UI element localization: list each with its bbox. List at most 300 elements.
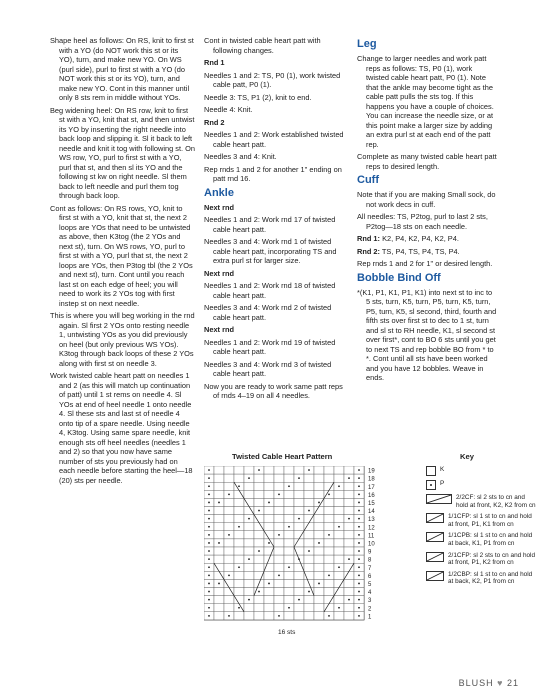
chart-cell — [324, 482, 334, 490]
row-number: 10 — [368, 541, 375, 548]
chart-cell — [284, 612, 294, 620]
purl-dot — [338, 566, 340, 568]
key-item — [426, 466, 536, 476]
chart-cell — [274, 588, 284, 596]
chart-cell — [334, 515, 344, 523]
chart-cell — [284, 547, 294, 555]
purl-dot — [328, 534, 330, 536]
chart-cell — [314, 547, 324, 555]
purl-dot — [218, 502, 220, 504]
round-resume-text: This is where you will beg working in the rnd again. Sl first 2 YOs onto resting needle 1, untwisting YOs as you did previously on heel (but only previous WS YOs). K3tog through back loops of these 2 YOs along with first st on needle 3. — [50, 311, 195, 368]
chart-cell — [334, 579, 344, 587]
chart-cell — [224, 474, 234, 482]
purl-dot — [308, 469, 310, 471]
purl-dot — [358, 583, 360, 585]
next2-b: Needles 3 and 4: Work rnd 2 of twisted cable heart patt. — [204, 303, 332, 322]
chart-cell — [334, 507, 344, 515]
heart-icon: ♥ — [497, 678, 504, 688]
row-number: 17 — [368, 484, 375, 491]
chart-cell — [254, 604, 264, 612]
chart-cell — [224, 563, 234, 571]
key-symbol-2-2cf — [426, 494, 452, 504]
chart-cell — [274, 604, 284, 612]
purl-dot — [318, 502, 320, 504]
purl-dot — [358, 518, 360, 520]
key-symbol-k — [426, 466, 436, 476]
chart-cell — [314, 604, 324, 612]
purl-dot — [228, 493, 230, 495]
chart-cell — [254, 523, 264, 531]
chart-cell — [334, 571, 344, 579]
purl-dot — [208, 574, 210, 576]
row-number: 7 — [368, 565, 372, 572]
bind-off-heading: Bobble Bind Off — [357, 271, 441, 284]
purl-dot — [358, 599, 360, 601]
chart-cell — [234, 466, 244, 474]
chart-cell — [214, 604, 224, 612]
chart-cell — [324, 579, 334, 587]
rnd2-b: Needles 3 and 4: Knit. — [204, 152, 277, 161]
purl-dot — [308, 510, 310, 512]
key-item — [426, 532, 536, 547]
chart-cell — [254, 515, 264, 523]
chart-cell — [334, 474, 344, 482]
chart-cell — [284, 498, 294, 506]
purl-dot — [358, 591, 360, 593]
chart-cell — [284, 555, 294, 563]
cuff-rnd2-label: Rnd 2: — [357, 246, 380, 256]
chart-cell — [324, 474, 334, 482]
purl-dot — [358, 485, 360, 487]
row-number: 8 — [368, 557, 372, 564]
purl-dot — [248, 558, 250, 560]
chart-cell — [234, 547, 244, 555]
chart-cell — [314, 555, 324, 563]
chart-cell — [294, 531, 304, 539]
chart-cell — [324, 555, 334, 563]
purl-dot — [208, 542, 210, 544]
chart-cell — [334, 555, 344, 563]
purl-dot — [348, 477, 350, 479]
chart-cell — [324, 539, 334, 547]
purl-dot — [338, 526, 340, 528]
chart-cell — [304, 531, 314, 539]
chart-cell — [224, 498, 234, 506]
chart-cell — [234, 571, 244, 579]
cuff-rnd2 — [357, 247, 497, 257]
chart-cell — [314, 596, 324, 604]
purl-dot — [278, 534, 280, 536]
chart-cell — [274, 579, 284, 587]
chart-cell — [274, 539, 284, 547]
chart-cell — [334, 539, 344, 547]
key-symbol-2-1cfp — [426, 552, 444, 562]
cuff-rep: Rep rnds 1 and 2 for 1" or desired length. — [357, 259, 493, 268]
chart-cell — [234, 612, 244, 620]
chart-cell — [304, 539, 314, 547]
chart-cell — [334, 498, 344, 506]
rnd1-label: Rnd 1 — [204, 58, 225, 67]
row-number: 11 — [368, 533, 375, 540]
chart-cell — [274, 466, 284, 474]
chart-cell — [294, 539, 304, 547]
purl-dot — [288, 485, 290, 487]
rep-text: Rep rnds 1 and 2 for another 1" ending on patt rnd 16. — [204, 164, 342, 183]
chart-cell — [244, 531, 254, 539]
heel-shaping-text: Shape heel as follows: On RS, knit to first st with a YO (do NOT work this st or its YO), turn, and make new YO. On WS (purl side), purl to first st with a YO (do NOT work this st or its YO), turn, and make new YO. Cont in this manner until only 8 sts rem in middle without YOs. — [50, 36, 194, 102]
purl-dot — [218, 583, 220, 585]
chart-cell — [254, 563, 264, 571]
chart-cell — [214, 515, 224, 523]
chart-cell — [284, 571, 294, 579]
chart-cell — [214, 555, 224, 563]
next-rnd-2: Next rnd — [204, 268, 234, 278]
purl-dot — [208, 599, 210, 601]
leg-text: Change to larger needles and work patt reps as follows: TS, P0 (1), work twisted cable heart patt, P0 (1). Note that the ankle may become tight as the cable patt pulls the sts tog. If this happens you have a couple of choices. You can increase the needle size, or at this point make a larger size by adding an extra purl st at each end of the patt rep. — [357, 54, 494, 149]
chart-cell — [264, 604, 274, 612]
chart-cell — [304, 515, 314, 523]
rnd1-a: Needles 1 and 2: TS, P0 (1), work twisted cable patt, P0 (1). — [204, 70, 341, 89]
chart-cell — [224, 579, 234, 587]
key-description: 1/2CBP: sl 1 st to cn and hold at back, K2, P1 from cn — [448, 570, 533, 586]
key-description: 1/1CPB: sl 1 st to cn and hold at back, K1, P1 from cn — [448, 532, 533, 547]
chart-cell — [294, 588, 304, 596]
next-rnd-3: Next rnd — [204, 325, 234, 334]
chart-cell — [284, 531, 294, 539]
chart-cell — [224, 523, 234, 531]
purl-dot — [358, 558, 360, 560]
chart-cell — [234, 515, 244, 523]
chart-cell — [314, 588, 324, 596]
chart-cell — [244, 571, 254, 579]
chart-cell — [324, 563, 334, 571]
chart-cell — [344, 482, 354, 490]
row-number: 5 — [368, 582, 372, 588]
chart-cell — [224, 596, 234, 604]
chart-cell — [314, 466, 324, 474]
chart-cell — [304, 563, 314, 571]
purl-dot — [288, 566, 290, 568]
chart-cell — [274, 563, 284, 571]
chart-cell — [294, 523, 304, 531]
chart-cell — [314, 515, 324, 523]
cuff-all-needles: All needles: TS, P2tog, purl to last 2 sts, P2tog—18 sts on each needle. — [357, 212, 488, 231]
chart-cell — [344, 490, 354, 498]
purl-dot — [318, 583, 320, 585]
chart-cell — [274, 474, 284, 482]
chart-cell — [284, 588, 294, 596]
chart-cell — [304, 596, 314, 604]
stitch-count-label: 16 sts — [278, 629, 296, 636]
chart-cell — [264, 596, 274, 604]
purl-dot — [358, 493, 360, 495]
purl-dot — [298, 518, 300, 520]
chart-cell — [304, 604, 314, 612]
purl-dot — [228, 615, 230, 617]
stitch-chart — [204, 466, 384, 628]
cuff-rnd1-text: K2, P4, K2, P4, K2, P4. — [382, 234, 459, 243]
chart-cell — [214, 547, 224, 555]
purl-dot — [268, 502, 270, 504]
row-number: 19 — [368, 468, 375, 475]
purl-dot — [358, 502, 360, 504]
intro-text: Cont in twisted cable heart patt with following changes. — [204, 36, 321, 55]
chart-cell — [314, 531, 324, 539]
chart-cell — [324, 498, 334, 506]
continue-text: Cont as follows: On RS rows, YO, knit to first st with a YO, knit that st, the next 2 loops are YOs that need to be untwisted as above, then K3tog (the 2 YOs and next st), turn. On WS rows, YO, purl to first st with a YO, purl that st, the next 2 loops are YOs, then P3tog tbl (the 2 YOs and next st), turn. Cont until you reach last st on each edge of heel; you will need to work its 2 YOs tog with first instep st on next needle. — [50, 203, 193, 308]
chart-cell — [214, 612, 224, 620]
key-item — [426, 480, 536, 490]
chart-cell — [244, 498, 254, 506]
purl-dot — [358, 526, 360, 528]
chart-cell — [344, 531, 354, 539]
chart-cell — [264, 571, 274, 579]
purl-dot — [348, 518, 350, 520]
chart-cell — [264, 588, 274, 596]
chart-cell — [314, 482, 324, 490]
chart-cell — [244, 539, 254, 547]
chart-cell — [254, 474, 264, 482]
chart-cell — [334, 531, 344, 539]
chart-cell — [274, 547, 284, 555]
chart-cell — [284, 596, 294, 604]
chart-cell — [284, 490, 294, 498]
column-3 — [357, 36, 497, 386]
key-title: Key — [460, 452, 474, 461]
purl-dot — [298, 477, 300, 479]
chart-cell — [254, 612, 264, 620]
purl-dot — [278, 493, 280, 495]
footer — [459, 678, 519, 688]
chart-cell — [224, 515, 234, 523]
chart-cell — [314, 571, 324, 579]
purl-dot — [308, 550, 310, 552]
chart-cell — [234, 539, 244, 547]
purl-dot — [258, 510, 260, 512]
chart-cell — [244, 579, 254, 587]
leg-text-2: Complete as many twisted cable heart patt reps to desired length. — [357, 152, 497, 171]
chart-cell — [264, 466, 274, 474]
purl-dot — [208, 534, 210, 536]
purl-dot — [338, 485, 340, 487]
purl-dot — [288, 526, 290, 528]
key-item — [426, 571, 536, 586]
chart-title: Twisted Cable Heart Pattern — [232, 452, 333, 461]
chart-cell — [294, 498, 304, 506]
purl-dot — [208, 469, 210, 471]
next-rnd-1: Next rnd — [204, 202, 234, 212]
chart-cell — [264, 482, 274, 490]
chart-cell — [344, 539, 354, 547]
purl-dot — [278, 615, 280, 617]
chart-cell — [214, 563, 224, 571]
chart-cell — [344, 498, 354, 506]
key-description: 2/1CFP: sl 2 sts to cn and hold at front, P1, K2 from cn — [448, 551, 536, 567]
chart-cell — [224, 588, 234, 596]
column-2 — [204, 36, 346, 404]
rnd1-c: Needle 4: Knit. — [204, 105, 253, 114]
purl-dot — [358, 550, 360, 552]
chart-cell — [224, 604, 234, 612]
chart-cell — [344, 523, 354, 531]
purl-dot — [358, 534, 360, 536]
chart-cell — [274, 555, 284, 563]
chart-cell — [254, 596, 264, 604]
purl-dot — [208, 566, 210, 568]
chart-cell — [214, 490, 224, 498]
purl-dot — [298, 599, 300, 601]
key-item — [426, 494, 536, 509]
brand-name: BLUSH — [458, 678, 494, 688]
purl-dot — [208, 493, 210, 495]
cuff-rnd2-text: TS, P4, TS, P4, TS, P4. — [381, 246, 460, 256]
chart-cell — [324, 507, 334, 515]
chart-cell — [244, 547, 254, 555]
chart-cell — [314, 563, 324, 571]
chart-cell — [334, 588, 344, 596]
chart-cell — [314, 523, 324, 531]
row-number: 9 — [368, 549, 372, 556]
chart-cell — [344, 563, 354, 571]
purl-dot — [218, 542, 220, 544]
chart-cell — [344, 579, 354, 587]
chart-cell — [344, 507, 354, 515]
next1-b: Needles 3 and 4: Work rnd 1 of twisted cable heart patt, incorporating TS and extra purl st for larger size. — [204, 237, 337, 265]
cuff-rnd1 — [357, 234, 497, 244]
chart-cell — [224, 555, 234, 563]
key-list — [426, 466, 536, 590]
chart-cell — [214, 596, 224, 604]
chart-cell — [214, 531, 224, 539]
chart-cell — [344, 588, 354, 596]
chart-cell — [294, 482, 304, 490]
chart-cell — [244, 482, 254, 490]
chart-cell — [244, 588, 254, 596]
purl-dot — [208, 485, 210, 487]
chart-cell — [254, 531, 264, 539]
chart-cell — [344, 571, 354, 579]
chart-cell — [324, 523, 334, 531]
purl-dot — [358, 477, 360, 479]
chart-cell — [324, 604, 334, 612]
chart-cell — [314, 474, 324, 482]
chart-cell — [234, 588, 244, 596]
purl-dot — [238, 566, 240, 568]
purl-dot — [208, 518, 210, 520]
purl-dot — [338, 607, 340, 609]
purl-dot — [358, 607, 360, 609]
purl-dot — [248, 518, 250, 520]
purl-dot — [328, 493, 330, 495]
chart-cell — [264, 490, 274, 498]
purl-dot — [208, 558, 210, 560]
purl-dot — [208, 477, 210, 479]
chart-cell — [304, 555, 314, 563]
key-symbol-1-1cfp — [426, 513, 444, 523]
key-symbol-1-1cpb — [426, 532, 444, 542]
purl-dot — [348, 599, 350, 601]
chart-cell — [234, 579, 244, 587]
chart-cell — [214, 482, 224, 490]
purl-dot — [258, 550, 260, 552]
purl-dot — [358, 574, 360, 576]
chart-cell — [344, 612, 354, 620]
purl-dot — [358, 615, 360, 617]
key-item — [426, 552, 536, 567]
purl-dot — [258, 591, 260, 593]
ankle-heading: Ankle — [204, 186, 234, 199]
purl-dot — [208, 591, 210, 593]
chart-cell — [274, 498, 284, 506]
chart-cell — [234, 474, 244, 482]
key-item — [426, 513, 536, 528]
rnd2-a: Needles 1 and 2: Work established twisted cable heart patt. — [204, 130, 344, 149]
purl-dot — [318, 542, 320, 544]
purl-dot — [238, 485, 240, 487]
chart-cell — [294, 466, 304, 474]
chart-cell — [214, 571, 224, 579]
purl-dot — [258, 469, 260, 471]
chart-cell — [224, 547, 234, 555]
chart-cell — [244, 604, 254, 612]
chart-cell — [334, 466, 344, 474]
chart-cell — [254, 498, 264, 506]
rnd2-label: Rnd 2 — [204, 117, 225, 127]
purl-dot — [228, 534, 230, 536]
purl-dot — [208, 526, 210, 528]
chart-cell — [344, 466, 354, 474]
rnd1-b: Needle 3: TS, P1 (2), knit to end. — [204, 92, 312, 102]
row-number: 15 — [368, 501, 375, 507]
purl-dot — [208, 607, 210, 609]
chart-cell — [214, 507, 224, 515]
chart-cell — [324, 547, 334, 555]
chart-cell — [314, 490, 324, 498]
key-description: K — [440, 466, 445, 473]
chart-cell — [284, 515, 294, 523]
chart-cell — [234, 596, 244, 604]
next3-a: Needles 1 and 2: Work rnd 19 of twisted cable heart patt. — [204, 337, 336, 356]
purl-dot — [268, 542, 270, 544]
chart-cell — [294, 579, 304, 587]
chart-cell — [234, 498, 244, 506]
chart-cell — [214, 466, 224, 474]
row-number: 2 — [368, 606, 372, 613]
purl-dot — [308, 591, 310, 593]
next1-a: Needles 1 and 2: Work rnd 17 of twisted cable heart patt. — [204, 215, 336, 234]
chart-cell — [284, 507, 294, 515]
chart-cell — [274, 507, 284, 515]
purl-dot — [348, 558, 350, 560]
key-description: 2/2CF: sl 2 sts to cn and hold at front, K2, K2 from cn — [456, 494, 536, 509]
chart-cell — [244, 490, 254, 498]
row-number: 6 — [368, 573, 372, 580]
purl-dot — [358, 510, 360, 512]
page-number: 21 — [506, 678, 519, 688]
row-number: 18 — [368, 476, 375, 483]
chart-cell — [304, 612, 314, 620]
chart-cell — [264, 474, 274, 482]
column-1 — [50, 36, 195, 488]
chart-cell — [264, 507, 274, 515]
cuff-rnd1-label: Rnd 1: — [357, 234, 380, 243]
row-number: 1 — [368, 614, 372, 621]
chart-cell — [214, 474, 224, 482]
chart-cell — [304, 498, 314, 506]
chart-cell — [294, 490, 304, 498]
chart-cell — [224, 482, 234, 490]
purl-dot — [358, 542, 360, 544]
